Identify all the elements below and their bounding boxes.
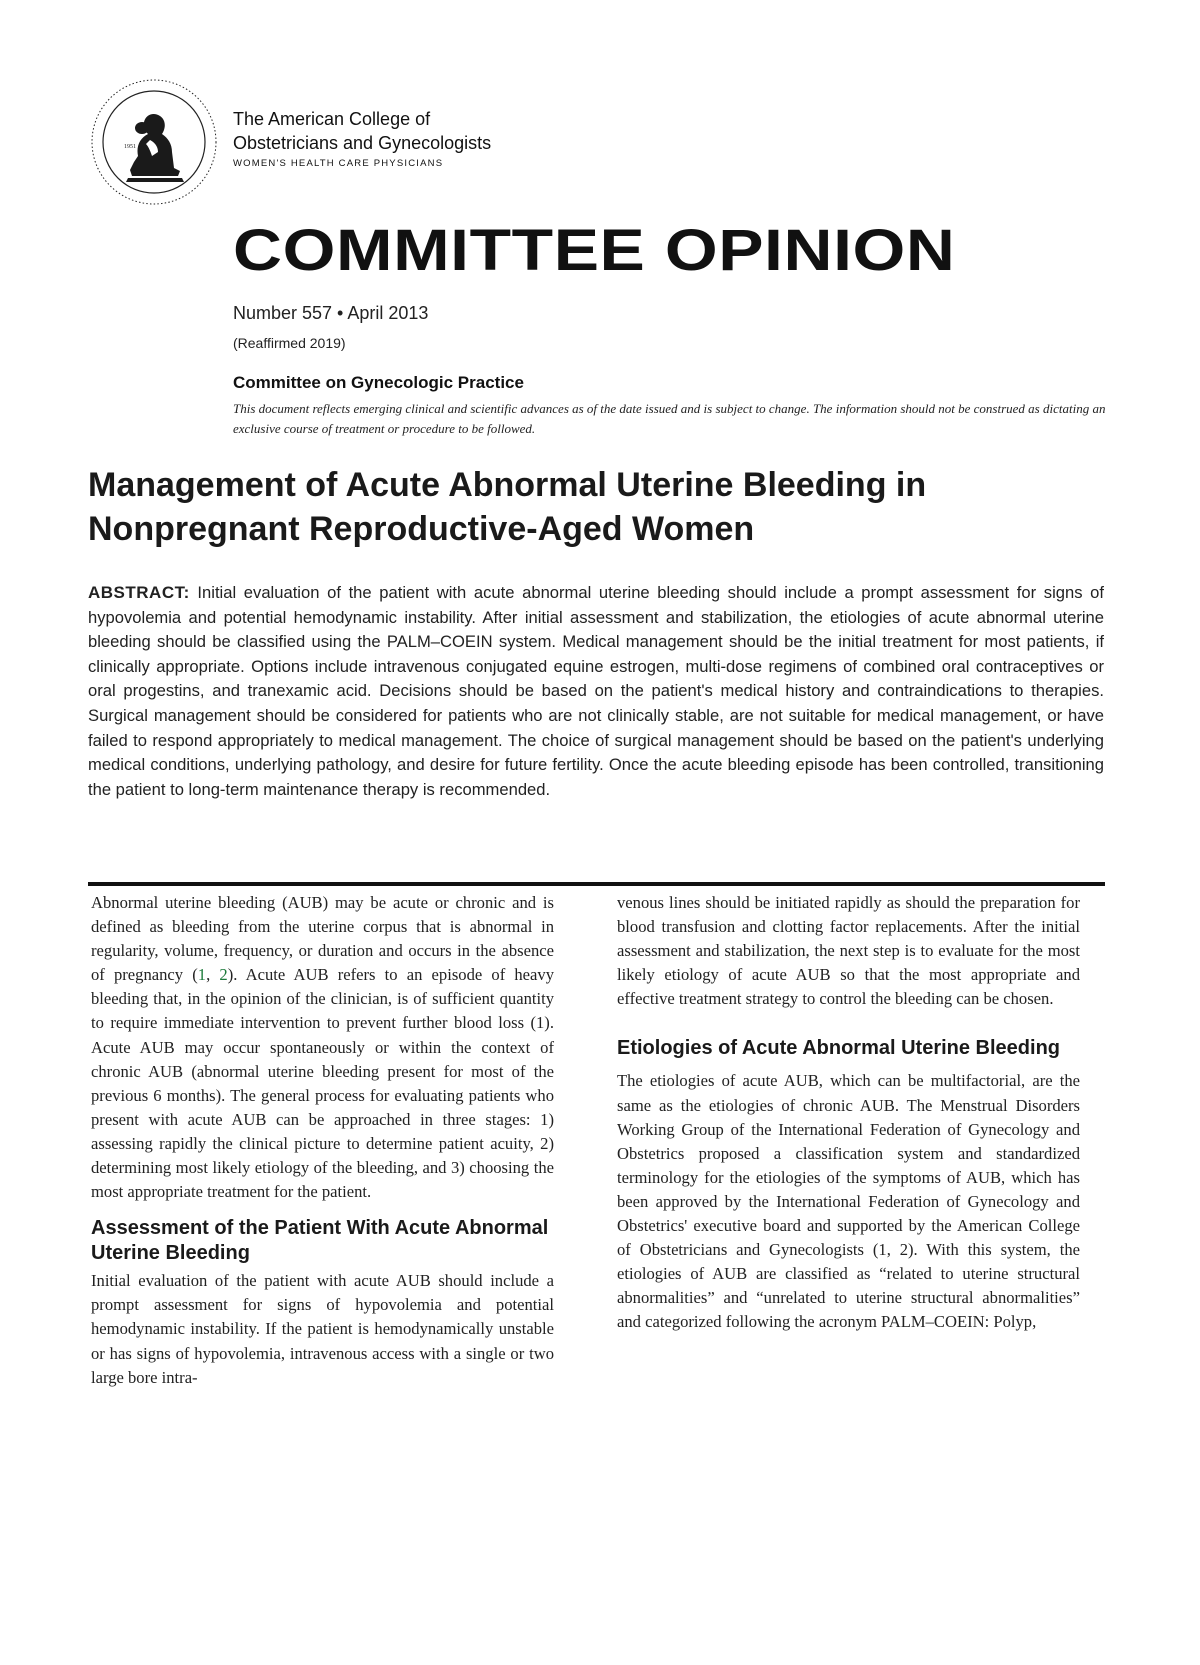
assessment-paragraph: Initial evaluation of the patient with acute AUB should include a prompt assessment for signs of hypovolemia and potential hemodynamic instability. If the patient is hemodynamically unstable or has signs of hypovolemia, intravenous access with a single or two large bore intra- <box>91 1271 554 1387</box>
intro-paragraph <box>91 891 554 1204</box>
section-divider <box>88 882 1105 886</box>
body-column-left <box>91 891 554 1390</box>
etiologies-heading: Etiologies of Acute Abnormal Uterine Bleeding <box>617 1037 1061 1060</box>
intro-text-end: ). Acute AUB refers to an episode of heavy bleeding that, in the opinion of the clinician, is of sufficient quantity to require immediate intervention to prevent further blood loss (1). Acute AUB may occur spontaneously or within the context of chronic AUB (abnormal uterine bleeding present for most of the previous 6 months). The general process for evaluating patients who present with acute AUB can be approached in three stages: 1) assessing rapidly the clinical picture to determine patient acuity, 2) determining most likely etiology of the bleeding, and 3) choosing the most appropriate treatment for the patient. <box>91 965 555 1202</box>
acog-seal-icon <box>88 76 220 208</box>
citation-link-1[interactable]: 1 <box>197 965 207 985</box>
svg-text:1951: 1951 <box>124 144 136 150</box>
document-type-heading: COMMITTEE OPINION <box>233 218 956 283</box>
citation-separator: , <box>206 965 220 985</box>
org-name-line1: The American College of <box>233 109 431 129</box>
org-tagline: WOMEN'S HEALTH CARE PHYSICIANS <box>233 158 444 169</box>
disclaimer: This document reflects emerging clinical and scientific advances as of the date issued and is subject to change. The information should not be construed as dictating an exclusive course of treatment or procedure to be followed. <box>233 401 1106 436</box>
abstract <box>88 581 1104 802</box>
assessment-paragraph-continued: venous lines should be initiated rapidly as should the preparation for blood transfusion and clotting factor replacements. After the initial assessment and stabilization, the next step is to evaluate for the most likely etiology of acute AUB so that the most appropriate and effective treatment strategy to control the bleeding can be chosen. <box>617 893 1080 1009</box>
organization-block <box>233 107 491 169</box>
etiologies-paragraph: The etiologies of acute AUB, which can be multifactorial, are the same as the etiologies of chronic AUB. The Menstrual Disorders Working Group of the International Federation of Gynecology and Obstetrics proposed a classification system and standardized terminology for the etiologies of the symptoms of AUB, which has been approved by the International Federation of Gynecology and Obstetrics' executive board and supported by the American College of Obstetricians and Gynecologists (1, 2). With this system, the etiologies of AUB are classified as “related to uterine structural abnormalities” and “unrelated to uterine structural abnormalities” and categorized following the acronym PALM–COEIN: Polyp, <box>617 1071 1080 1332</box>
body-column-right <box>617 891 1080 1335</box>
assessment-heading: Assessment of the Patient With Acute Abnormal Uterine Bleeding <box>91 1217 549 1265</box>
reaffirmed-note: (Reaffirmed 2019) <box>233 335 346 351</box>
number-date: Number 557 • April 2013 <box>233 303 429 323</box>
org-name-line2: Obstetricians and Gynecologists <box>233 133 492 153</box>
abstract-label: ABSTRACT: <box>88 583 190 602</box>
committee-name: Committee on Gynecologic Practice <box>233 373 524 392</box>
abstract-text: Initial evaluation of the patient with acute abnormal uterine bleeding should include a prompt assessment for signs of hypovolemia and potential hemodynamic instability. After initial assessment and stabilization, the etiologies of acute abnormal uterine bleeding should be classified using the PALM–COEIN system. Medical management should be the initial treatment for most patients, if clinically appropriate. Options include intravenous conjugated equine estrogen, multi-dose regimens of combined oral contraceptives or oral progestins, and tranexamic acid. Decisions should be based on the patient's medical history and contraindications to therapies. Surgical management should be considered for patients who are not clinically stable, are not suitable for medical management, or have failed to respond appropriately to medical management. The choice of surgical management should be based on the patient's underlying medical conditions, underlying pathology, and desire for future fertility. Once the acute bleeding episode has been controlled, transitioning the patient to long-term maintenance therapy is recommended. <box>88 583 1104 799</box>
citation-link-2[interactable]: 2 <box>219 965 228 985</box>
intro-text-start: Abnormal uterine bleeding (AUB) may be acute or chronic and is defined as bleeding from the uterine corpus that is abnormal in regularity, volume, frequency, or duration and occurs in the absence of pregnancy ( <box>91 893 554 985</box>
document-title: Management of Acute Abnormal Uterine Bleeding in Nonpregnant Reproductive-Aged Women <box>88 466 927 548</box>
